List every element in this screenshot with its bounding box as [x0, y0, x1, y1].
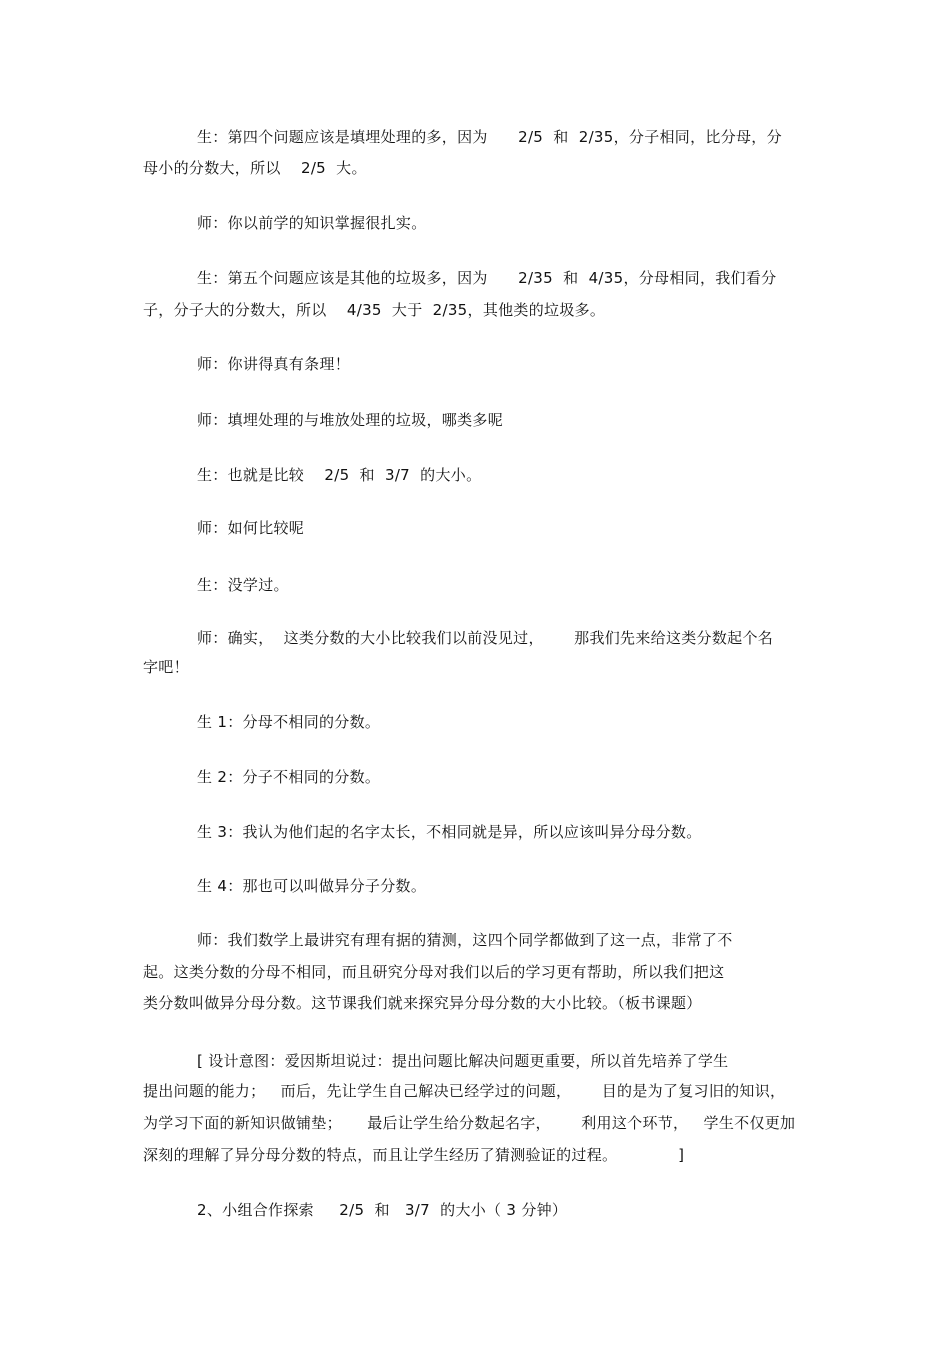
paragraph-line: 生 1：分母不相同的分数。 — [197, 713, 381, 731]
paragraph-line: 起。这类分数的分母不相同，而且研究分母对我们以后的学习更有帮助，所以我们把这 — [143, 963, 725, 981]
section-heading: 2、小组合作探索 2/5 和 3/7 的大小（ 3 分钟） — [197, 1201, 568, 1219]
paragraph-line: 师：填埋处理的与堆放处理的垃圾，哪类多呢 — [197, 411, 504, 429]
paragraph-line: 生：没学过。 — [197, 576, 289, 594]
paragraph-line: 师：我们数学上最讲究有理有据的猜测，这四个同学都做到了这一点，非常了不 — [197, 931, 733, 949]
paragraph-line: 字吧！ — [143, 658, 189, 676]
paragraph-line: 师：你以前学的知识掌握很扎实。 — [197, 214, 427, 232]
paragraph-line: [ 设计意图：爱因斯坦说过：提出问题比解决问题更重要，所以首先培养了学生 — [197, 1052, 729, 1070]
paragraph-line: 母小的分数大，所以 2/5 大。 — [143, 159, 367, 177]
paragraph-line: 师：你讲得真有条理！ — [197, 355, 351, 373]
paragraph-line: 师：确实， 这类分数的大小比较我们以前没见过， 那我们先来给这类分数起个名 — [197, 629, 774, 647]
paragraph-line: 提出问题的能力； 而后，先让学生自己解决已经学过的问题， 目的是为了复习旧的知识， — [143, 1082, 786, 1100]
paragraph-line: 生 3：我认为他们起的名字太长，不相同就是异，所以应该叫异分母分数。 — [197, 823, 702, 841]
paragraph-line: 生：第五个问题应该是其他的垃圾多，因为 2/35 和 4/35，分母相同，我们看分 — [197, 269, 777, 287]
paragraph-line: 生 4：那也可以叫做异分子分数。 — [197, 877, 427, 895]
paragraph-line: 为学习下面的新知识做铺垫； 最后让学生给分数起名字， 利用这个环节， 学生不仅更加 — [143, 1114, 796, 1132]
paragraph-line: 生 2：分子不相同的分数。 — [197, 768, 381, 786]
paragraph-line: 类分数叫做异分母分数。这节课我们就来探究异分母分数的大小比较。（板书课题） — [143, 994, 702, 1012]
paragraph-line: 生：也就是比较 2/5 和 3/7 的大小。 — [197, 466, 482, 484]
paragraph-line: 师：如何比较呢 — [197, 519, 305, 537]
paragraph-line: 深刻的理解了异分母分数的特点，而且让学生经历了猜测验证的过程。 ] — [143, 1146, 685, 1164]
paragraph-line: 子，分子大的分数大，所以 4/35 大于 2/35，其他类的垃圾多。 — [143, 301, 606, 319]
paragraph-line: 生：第四个问题应该是填埋处理的多，因为 2/5 和 2/35，分子相同，比分母，分 — [197, 128, 782, 146]
